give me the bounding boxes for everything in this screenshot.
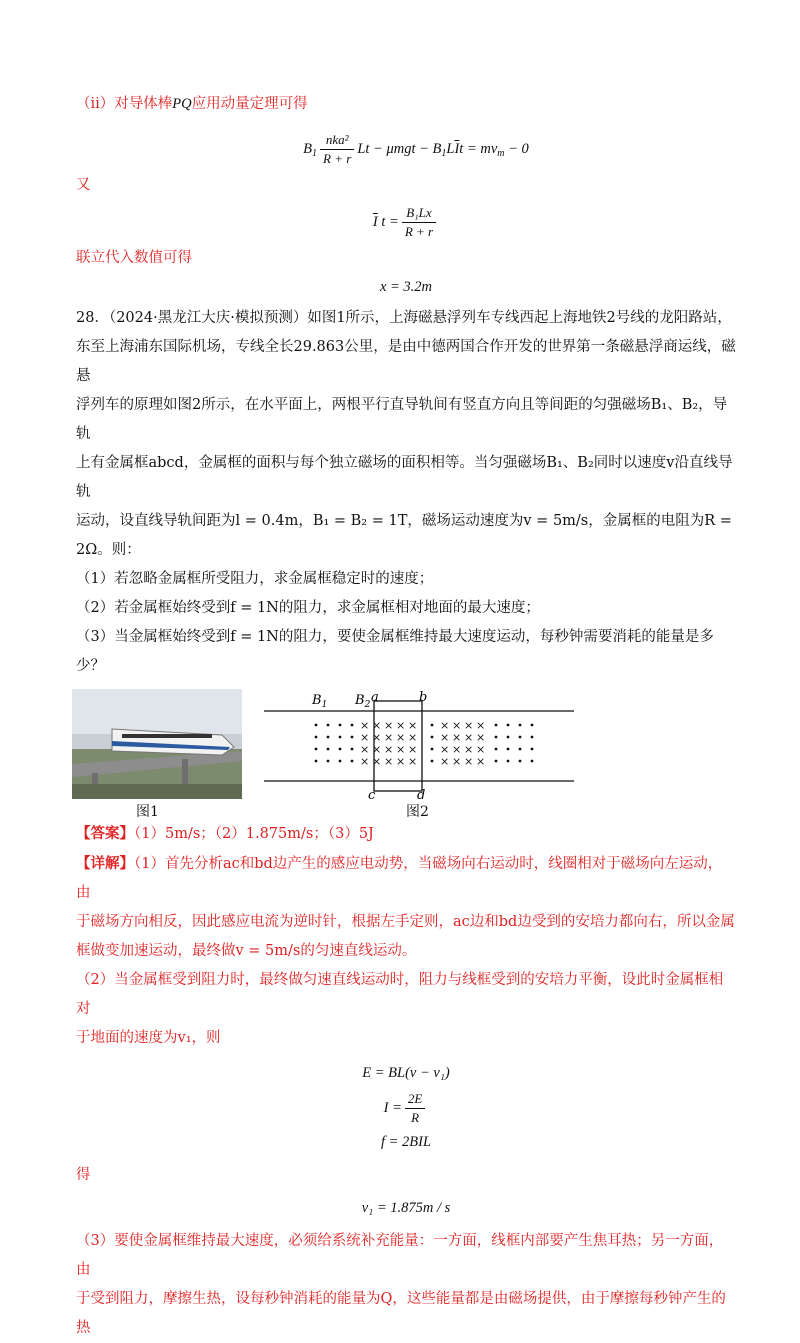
field-cross: ×: [476, 755, 486, 768]
label-a: a: [371, 690, 379, 705]
equation-x: x = 3.2m: [379, 279, 433, 295]
field-dot: [507, 724, 510, 727]
field-cross: ×: [440, 731, 450, 744]
field-dot: [495, 736, 498, 739]
text-you: 又: [76, 177, 91, 193]
answer-text: （1）5m/s；（2）1.875m/s；（3）5J: [134, 826, 374, 842]
detail-line: 框做变加速运动，最终做v = 5m/s的匀速直线运动。: [76, 943, 417, 959]
field-cross: ×: [452, 743, 462, 756]
field-cross: ×: [476, 719, 486, 732]
question-1: （1）若忽略金属框所受阻力，求金属框稳定时的速度；: [76, 571, 434, 587]
caption-fig1: 图1: [136, 804, 159, 820]
field-dot: [327, 760, 330, 763]
equation-force: f = 2BIL: [380, 1134, 432, 1150]
field-dot: [531, 760, 534, 763]
equation-current: I = $\frac{2E}{R}$: [76, 1088, 736, 1128]
field-dot: [431, 736, 434, 739]
field-dot: [327, 736, 330, 739]
part-ii-intro: [76, 90, 736, 119]
field-cross: ×: [440, 755, 450, 768]
detail-line: 于磁场方向相反，因此感应电流为逆时针，根据左手定则，ac边和bd边受到的安培力都向右，所以金属: [76, 914, 735, 930]
label-b: b: [419, 690, 428, 705]
field-cross: ×: [440, 743, 450, 756]
field-cross: ×: [396, 731, 406, 744]
field-dot: [431, 724, 434, 727]
field-dot: [315, 736, 318, 739]
text-combine: 联立代入数值可得: [76, 250, 192, 266]
field-cross: ×: [452, 719, 462, 732]
field-cross: ×: [408, 743, 418, 756]
equation-emf: E = BL(v − v₁): [362, 1065, 450, 1081]
detail-line: 于受到阻力，摩擦生热，设每秒钟消耗的能量为Q，这些能量都是由磁场提供，由于摩擦每秒钟产生的热: [76, 1291, 726, 1336]
label-b1: $B_1$: [312, 693, 328, 710]
label-c: c: [368, 788, 376, 799]
equation-momentum: $B_1$ $\frac{\text{nka²}}{R + r}$ $Lt - \mu mgt - B_1L\overline{I}t = mv_m - 0$: [303, 132, 529, 167]
field-cross: ×: [464, 743, 474, 756]
field-dot: [315, 760, 318, 763]
field-dot: [495, 760, 498, 763]
field-dot: [531, 736, 534, 739]
equation-v1: v₁ = 1.875m / s: [361, 1200, 451, 1216]
field-dot: [339, 736, 342, 739]
field-cross: ×: [396, 755, 406, 768]
maglev-photo: [72, 689, 242, 799]
field-dot: [431, 748, 434, 751]
detail-tag: 【详解】: [76, 855, 134, 872]
detail-line: （3）要使金属框维持最大速度，必须给系统补充能量：一方面，线框内部要产生焦耳热；另一方面，由: [76, 1233, 724, 1278]
field-dot: [327, 748, 330, 751]
field-dot: [531, 724, 534, 727]
field-cross: ×: [372, 755, 382, 768]
answer-tag: 【答案】: [76, 825, 134, 842]
problem-line: 东至上海浦东国际机场，专线全长29.863公里，是由中德两国合作开发的世界第一条磁悬浮商运线，磁悬: [76, 339, 736, 384]
equation-current-avg: $\overline{I}$ t = $\frac{\text{B₁Lx}}{R + r}$: [76, 200, 736, 244]
field-dot: [315, 724, 318, 727]
field-cross: ×: [452, 731, 462, 744]
field-dot: [351, 760, 354, 763]
field-dot: [519, 760, 522, 763]
field-cross: ×: [360, 755, 370, 768]
fraction: $\frac{2E}{R}$: [405, 1090, 425, 1127]
field-cross: ×: [464, 719, 474, 732]
label-d: d: [417, 788, 426, 799]
problem-line: 28．（2024·黑龙江大庆·模拟预测）如图1所示，上海磁悬浮列车专线西起上海地铁2号线的龙阳路站，: [76, 310, 732, 326]
detail-line: 【详解】（1）首先分析ac和bd边产生的感应电动势，当磁场向右运动时，线圈相对于磁场向左运动，由: [76, 855, 723, 901]
field-cross: ×: [476, 743, 486, 756]
field-cross: ×: [360, 731, 370, 744]
intro-text: （ⅱ）对导体棒: [76, 96, 173, 112]
field-dots-region: [315, 724, 534, 763]
page-content: [76, 90, 736, 1343]
intro-var: PQ: [172, 96, 192, 112]
field-cross: ×: [384, 755, 394, 768]
field-cross: ×: [372, 719, 382, 732]
field-dot: [339, 748, 342, 751]
field-dot: [519, 736, 522, 739]
field-cross: ×: [440, 719, 450, 732]
field-dot: [495, 748, 498, 751]
question-3: （3）当金属框始终受到f = 1N的阻力，要使金属框维持最大速度运动，每秒钟需要消耗的能量是多少？: [76, 629, 714, 674]
field-dot: [495, 724, 498, 727]
fraction: $\frac{\text{B₁Lx}}{R + r}$: [402, 204, 436, 241]
detail-line: （2）当金属框受到阻力时，最终做匀速直线运动时，阻力与线框受到的安培力平衡，设此时金属框相对: [76, 972, 724, 1017]
field-dot: [507, 760, 510, 763]
field-cross: ×: [452, 755, 462, 768]
field-cross: ×: [372, 731, 382, 744]
field-cross: ×: [476, 731, 486, 744]
field-dot: [507, 748, 510, 751]
field-cross: ×: [408, 719, 418, 732]
field-dot: [339, 724, 342, 727]
field-dot: [351, 736, 354, 739]
field-cross: ×: [396, 743, 406, 756]
field-dot: [351, 748, 354, 751]
detail-line: 于地面的速度为v₁，则: [76, 1030, 221, 1046]
problem-line: 运动，设直线导轨间距为l = 0.4m，B₁ = B₂ = 1T，磁场运动速度为v = 5m/s，金属框的电阻为R = 2Ω。则：: [76, 513, 732, 558]
field-dot: [531, 748, 534, 751]
problem-28: [76, 304, 736, 681]
magnetic-field-diagram: [264, 689, 574, 799]
field-dot: [507, 736, 510, 739]
field-dot: [431, 760, 434, 763]
intro-text-2: 应用动量定理可得: [191, 96, 308, 112]
problem-line: 浮列车的原理如图2所示，在水平面上，两根平行直导轨间有竖直方向且等间距的匀强磁场B₁、B₂，导轨: [76, 397, 728, 442]
field-cross: ×: [360, 719, 370, 732]
caption-fig2: 图2: [406, 804, 429, 820]
label-b2: $B_2$: [355, 693, 371, 710]
field-cross: ×: [408, 731, 418, 744]
field-cross: ×: [464, 755, 474, 768]
field-cross: ×: [408, 755, 418, 768]
field-dot: [519, 724, 522, 727]
field-dot: [327, 724, 330, 727]
field-dot: [339, 760, 342, 763]
answer-line: [76, 819, 736, 849]
text-de: 得: [76, 1167, 91, 1183]
field-cross: ×: [372, 743, 382, 756]
field-cross: ×: [464, 731, 474, 744]
field-dot: [351, 724, 354, 727]
field-cross: ×: [384, 743, 394, 756]
fraction: $\frac{\text{nka²}}{R + r}$: [320, 131, 354, 168]
field-dot: [315, 748, 318, 751]
question-2: （2）若金属框始终受到f = 1N的阻力，求金属框相对地面的最大速度；: [76, 600, 540, 616]
field-cross: ×: [384, 719, 394, 732]
field-cross: ×: [384, 731, 394, 744]
problem-line: 上有金属框abcd，金属框的面积与每个独立磁场的面积相等。当匀强磁场B₁、B₂同时以速度v沿直线导轨: [76, 455, 733, 500]
field-cross: ×: [360, 743, 370, 756]
figures: [76, 689, 736, 819]
field-cross: ×: [396, 719, 406, 732]
field-dot: [519, 748, 522, 751]
